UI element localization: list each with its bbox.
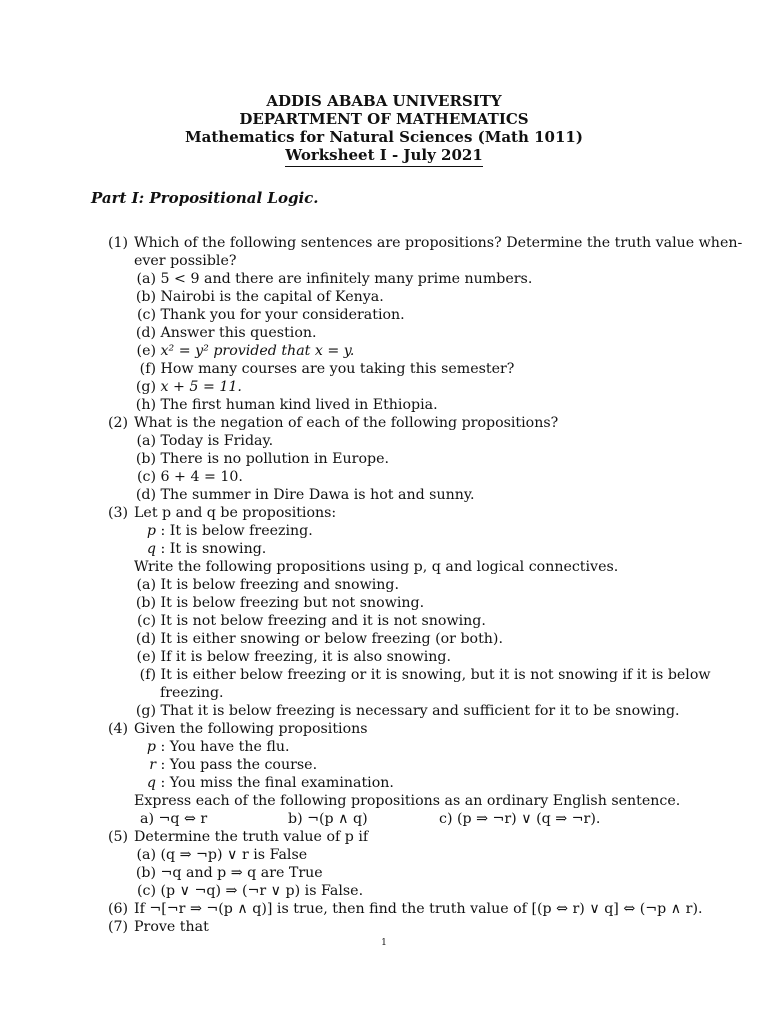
q3-item: (b) It is below freezing but not snowing.	[135, 595, 425, 611]
q5-item: (b) ¬q and p ⇒ q are True	[135, 865, 323, 881]
q4-text: Given the following propositions	[134, 721, 368, 737]
q3-item: (f) It is either below freezing or it is snowing, but it is not snowing if it is below	[139, 667, 711, 683]
q2-item: (c) 6 + 4 = 10.	[136, 469, 243, 485]
q1-item: (g) x + 5 = 11.	[135, 379, 242, 395]
q4-definition: q : You miss the final examination.	[146, 775, 394, 791]
q3-number: (3)	[108, 505, 129, 521]
q2-text: What is the negation of each of the following propositions?	[134, 415, 559, 431]
q3-item: (d) It is either snowing or below freezing (or both).	[135, 631, 503, 647]
q5-number: (5)	[108, 829, 129, 845]
q3-definition: p : It is below freezing.	[146, 523, 313, 539]
q2-item: (b) There is no pollution in Europe.	[135, 451, 389, 467]
q3-item: (a) It is below freezing and snowing.	[136, 577, 399, 593]
course-title: Mathematics for Natural Sciences (Math 1011)	[185, 128, 583, 146]
q4-option-b: b) ¬(p ∧ q)	[288, 811, 368, 827]
part-title: Part I: Propositional Logic.	[91, 189, 319, 207]
q6-number: (6)	[108, 901, 129, 917]
q6-text: If ¬[¬r ⇒ ¬(p ∧ q)] is true, then find the truth value of [(p ⇔ r) ∨ q] ⇔ (¬p ∧ r).	[134, 901, 703, 917]
q1-text-line2: ever possible?	[134, 253, 237, 269]
q1-item: (h) The first human kind lived in Ethiopia.	[135, 397, 438, 413]
q3-definition: q : It is snowing.	[146, 541, 267, 557]
q1-item: (d) Answer this question.	[135, 325, 317, 341]
q1-item: (e) x² = y² provided that x = y.	[136, 343, 355, 359]
q3-item: (g) That it is below freezing is necessary and sufficient for it to be snowing.	[135, 703, 680, 719]
worksheet-title-row	[0, 146, 768, 167]
q4-definition: r : You pass the course.	[149, 757, 318, 773]
q1-number: (1)	[108, 235, 129, 251]
q1-item: (b) Nairobi is the capital of Kenya.	[135, 289, 384, 305]
q7-text: Prove that	[134, 919, 209, 935]
q1-item: (a) 5 < 9 and there are infinitely many prime numbers.	[136, 271, 533, 287]
q5-item: (a) (q ⇒ ¬p) ∨ r is False	[136, 847, 308, 863]
q4-instruction: Express each of the following propositions as an ordinary English sentence.	[134, 793, 681, 809]
university-title: ADDIS ABABA UNIVERSITY	[266, 92, 502, 110]
department-title: DEPARTMENT OF MATHEMATICS	[239, 110, 529, 128]
q2-item: (d) The summer in Dire Dawa is hot and sunny.	[135, 487, 475, 503]
q4-definition: p : You have the flu.	[146, 739, 290, 755]
q3-text: Let p and q be propositions:	[134, 505, 337, 521]
q5-text: Determine the truth value of p if	[134, 829, 369, 845]
q4-option-a: a) ¬q ⇔ r	[140, 811, 208, 827]
q3-item: (c) It is not below freezing and it is not snowing.	[136, 613, 486, 629]
q3-item: (e) If it is below freezing, it is also snowing.	[136, 649, 452, 665]
q1-text-line1: Which of the following sentences are propositions? Determine the truth value when-	[134, 235, 743, 251]
q4-number: (4)	[108, 721, 129, 737]
q3-instruction: Write the following propositions using p, q and logical connectives.	[134, 559, 619, 575]
q7-number: (7)	[108, 919, 129, 935]
q5-item: (c) (p ∨ ¬q) ⇒ (¬r ∨ p) is False.	[136, 883, 364, 899]
q1-item: (c) Thank you for your consideration.	[136, 307, 405, 323]
q2-number: (2)	[108, 415, 129, 431]
q2-item: (a) Today is Friday.	[136, 433, 274, 449]
q1-item: (f) How many courses are you taking this semester?	[139, 361, 515, 377]
q3-item-continuation: freezing.	[160, 685, 224, 701]
page-number: 1	[381, 938, 387, 948]
worksheet-title: Worksheet I - July 2021	[285, 146, 483, 167]
q4-option-c: c) (p ⇒ ¬r) ∨ (q ⇒ ¬r).	[439, 811, 601, 827]
